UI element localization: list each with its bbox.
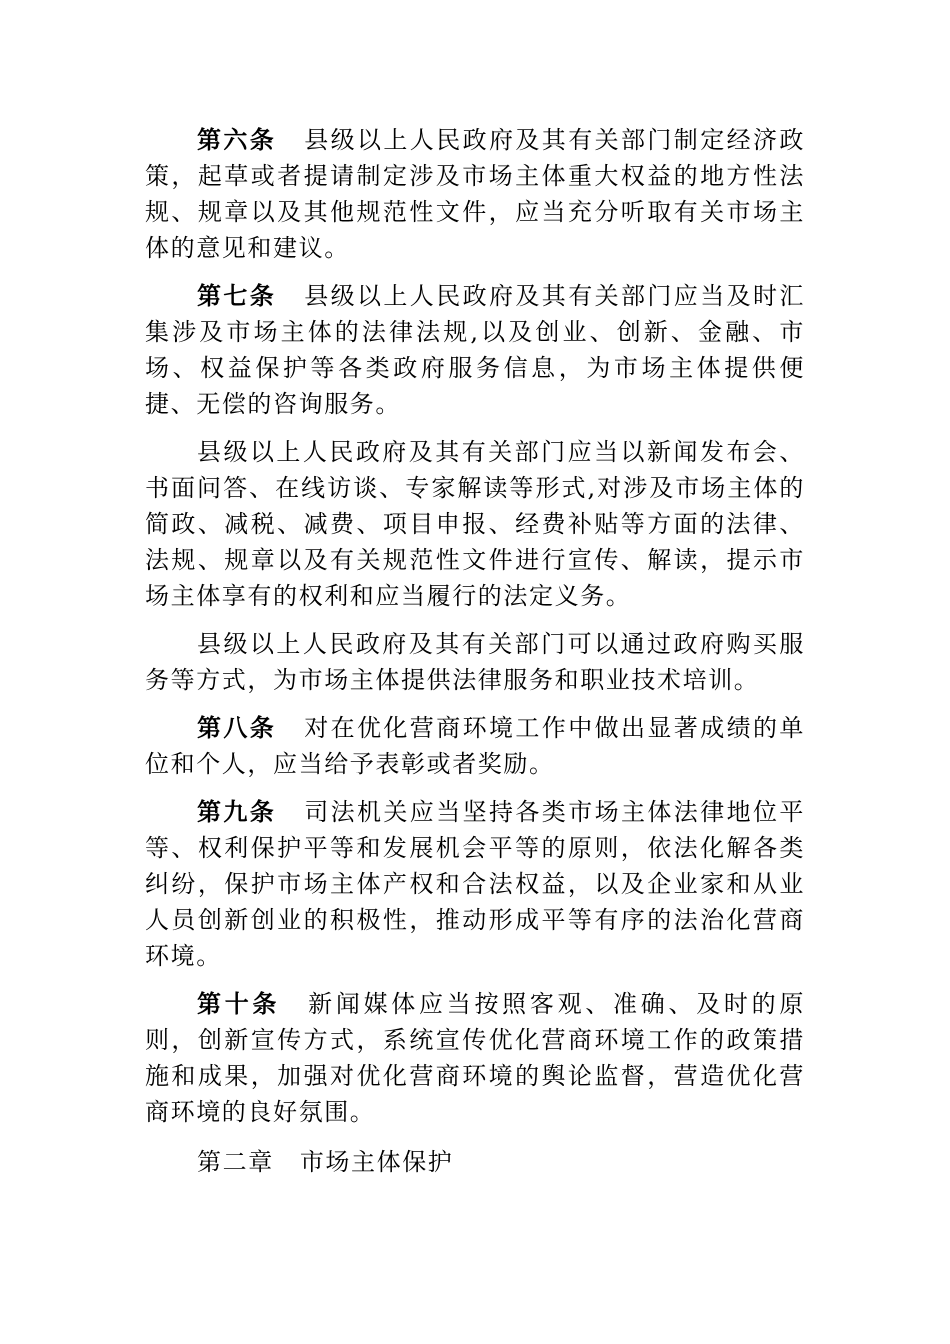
chapter-heading xyxy=(145,1144,805,1180)
article-10 xyxy=(145,986,805,1130)
article-6 xyxy=(145,122,805,266)
article-text: 县级以上人民政府及其有关部门应当及时汇集涉及市场主体的法律法规,以及创业、创新、金融、市场、权益保护等各类政府服务信息，为市场主体提供便捷、无偿的咨询服务。 xyxy=(145,282,805,418)
article-7-paragraph-3 xyxy=(145,626,805,698)
article-text: 司法机关应当坚持各类市场主体法律地位平等、权利保护平等和发展机会平等的原则，依法化解各类纠纷，保护市场主体产权和合法权益，以及企业家和从业人员创新创业的积极性，推动形成平等有序的法治化营商环境。 xyxy=(145,798,805,970)
article-7 xyxy=(145,278,805,422)
article-8 xyxy=(145,710,805,782)
article-label: 第六条 xyxy=(197,126,277,154)
article-label: 第十条 xyxy=(197,990,281,1018)
chapter-title: 市场主体保护 xyxy=(299,1148,454,1176)
article-text: 新闻媒体应当按照客观、准确、及时的原则，创新宣传方式，系统宣传优化营商环境工作的政策措施和成果，加强对优化营商环境的舆论监督，营造优化营商环境的良好氛围。 xyxy=(145,990,805,1126)
article-text: 对在优化营商环境工作中做出显著成绩的单位和个人，应当给予表彰或者奖励。 xyxy=(145,714,805,778)
article-7-paragraph-2 xyxy=(145,434,805,614)
chapter-number: 第二章 xyxy=(197,1148,274,1176)
article-label: 第八条 xyxy=(197,714,277,742)
article-label: 第九条 xyxy=(197,798,277,826)
document-page xyxy=(145,122,805,1180)
article-label: 第七条 xyxy=(197,282,277,310)
article-9 xyxy=(145,794,805,974)
article-text: 县级以上人民政府及其有关部门制定经济政策，起草或者提请制定涉及市场主体重大权益的地方性法规、规章以及其他规范性文件，应当充分听取有关市场主体的意见和建议。 xyxy=(145,126,805,262)
article-text: 县级以上人民政府及其有关部门应当以新闻发布会、书面问答、在线访谈、专家解读等形式,对涉及市场主体的简政、减税、减费、项目申报、经费补贴等方面的法律、法规、规章以及有关规范性文件进行宣传、解读，提示市场主体享有的权利和应当履行的法定义务。 xyxy=(145,438,805,610)
article-text: 县级以上人民政府及其有关部门可以通过政府购买服务等方式，为市场主体提供法律服务和职业技术培训。 xyxy=(145,630,805,694)
